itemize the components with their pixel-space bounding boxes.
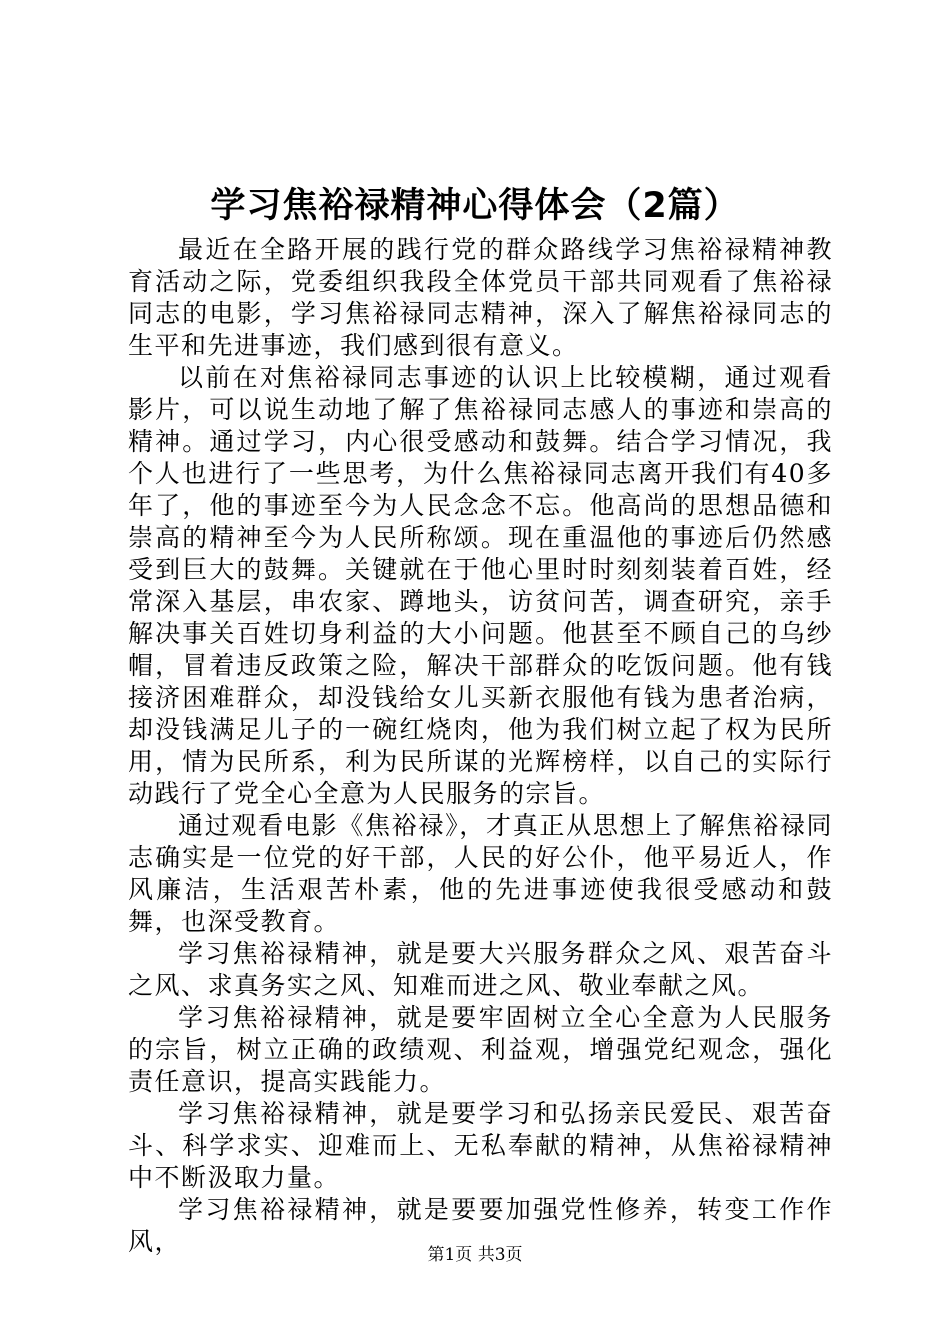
paragraph: 学习焦裕禄精神，就是要学习和弘扬亲民爱民、艰苦奋斗、科学求实、迎难而上、无私奉献的精神，从焦裕禄精神中不断汲取力量。 — [128, 1099, 833, 1192]
page-footer: 第1页 共3页 — [427, 1245, 523, 1265]
document-title: 学习焦裕禄精神心得体会（2篇） — [210, 186, 740, 226]
paragraph: 学习焦裕禄精神，就是要要加强党性修养，转变工作作风， — [128, 1195, 833, 1256]
paragraph: 以前在对焦裕禄同志事迹的认识上比较模糊，通过观看影片，可以说生动地了解了焦裕禄同志感人的事迹和崇高的精神。通过学习，内心很受感动和鼓舞。结合学习情况，我个人也进行了一些思考，为什么焦裕禄同志离开我们有40多年了，他的事迹至今为人民念念不忘。他高尚的思想品德和崇高的精神至今为人民所称颂。现在重温他的事迹后仍然感受到巨大的鼓舞。关键就在于他心里时时刻刻装着百姓，经常深入基层，串农家、蹲地头，访贫问苦，调查研究，亲手解决事关百姓切身利益的大小问题。他甚至不顾自己的乌纱帽，冒着违反政策之险，解决干部群众的吃饭问题。他有钱接济困难群众，却没钱给女儿买新衣服他有钱为患者治病，却没钱满足儿子的一碗红烧肉，他为我们树立起了权为民所用，情为民所系，利为民所谋的光辉榜样，以自己的实际行动践行了党全心全意为人民服务的宗旨。 — [128, 363, 833, 808]
paragraph: 学习焦裕禄精神，就是要牢固树立全心全意为人民服务的宗旨，树立正确的政绩观、利益观，增强党纪观念，强化责任意识，提高实践能力。 — [128, 1003, 833, 1096]
paragraph: 最近在全路开展的践行党的群众路线学习焦裕禄精神教育活动之际，党委组织我段全体党员干部共同观看了焦裕禄同志的电影，学习焦裕禄同志精神，深入了解焦裕禄同志的生平和先进事迹，我们感到很有意义。 — [128, 235, 833, 360]
paragraph: 学习焦裕禄精神，就是要大兴服务群众之风、艰苦奋斗之风、求真务实之风、知难而进之风、敬业奉献之风。 — [128, 939, 833, 1000]
paragraph: 通过观看电影《焦裕禄》，才真正从思想上了解焦裕禄同志确实是一位党的好干部，人民的好公仆，他平易近人，作风廉洁，生活艰苦朴素，他的先进事迹使我很受感动和鼓舞，也深受教育。 — [128, 811, 833, 936]
document-body — [128, 234, 833, 1258]
